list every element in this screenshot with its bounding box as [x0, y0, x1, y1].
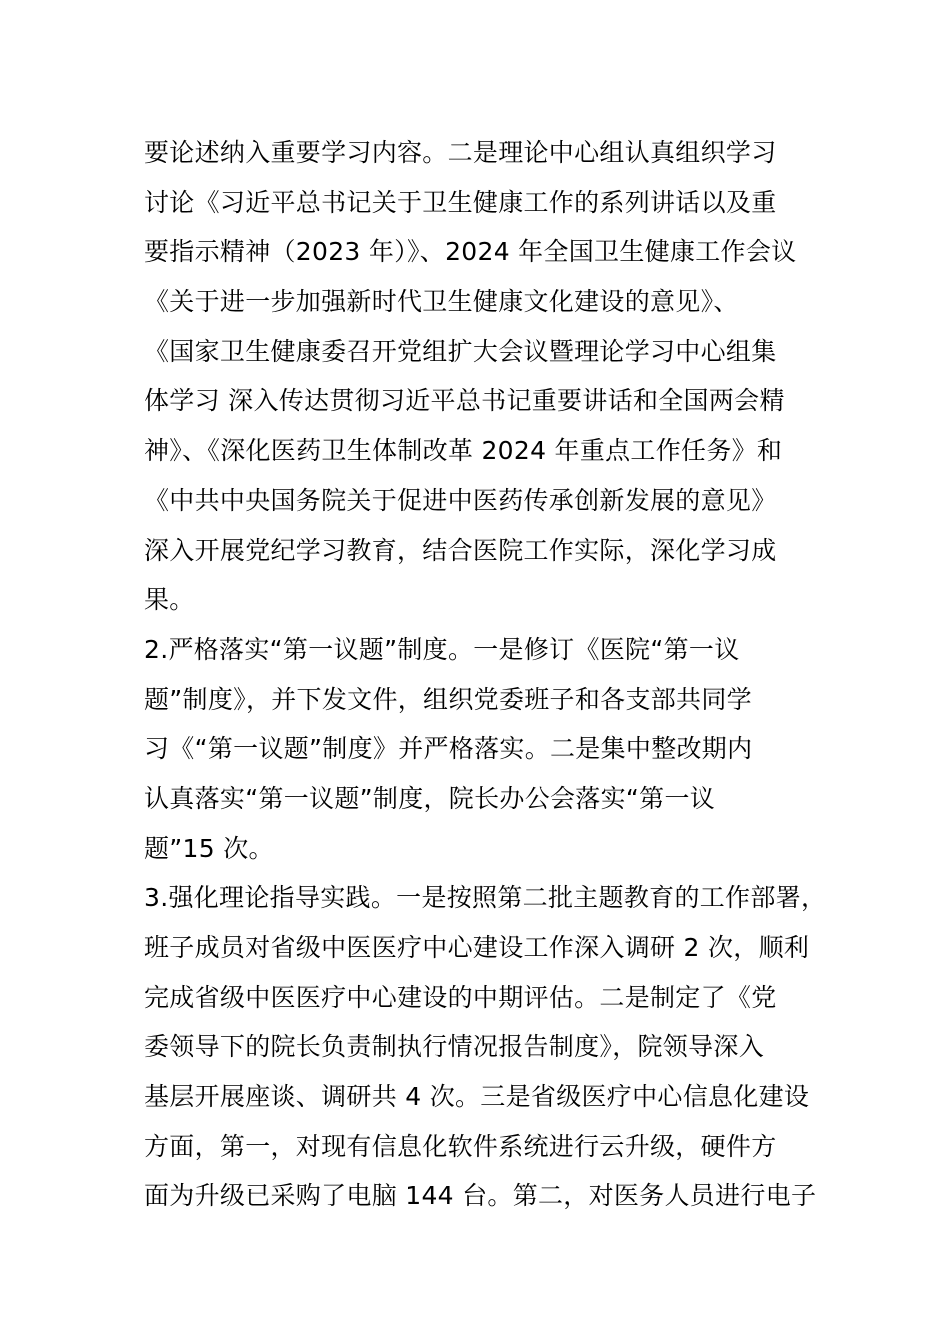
text-line: 《关于进一步加强新时代卫生健康文化建设的意见》、 [144, 287, 739, 317]
text-line: 2.严格落实“第一议题”制度。一是修订《医院“第一议 [144, 634, 740, 664]
text-line: 习《“第一议题”制度》并严格落实。二是集中整改期内 [144, 734, 753, 764]
text-line: 果。 [144, 585, 195, 615]
text-line: 方面，第一，对现有信息化软件系统进行云升级，硬件方 [144, 1131, 777, 1161]
text-line: 班子成员对省级中医医疗中心建设工作深入调研 2 次，顺利 [144, 933, 810, 962]
text-line: 深入开展党纪学习教育，结合医院工作实际，深化学习成 [144, 535, 777, 565]
text-line: 要论述纳入重要学习内容。二是理论中心组认真组织学习 [144, 138, 777, 167]
text-line: 神》、《深化医药卫生体制改革 2024 年重点工作任务》和 [144, 436, 783, 466]
text-line: 题”制度》，并下发文件，组织党委班子和各支部共同学 [144, 684, 752, 714]
text-line: 3.强化理论指导实践。一是按照第二批主题教育的工作部署， [144, 883, 827, 913]
text-line: 要指示精神（2023 年）》、2024 年全国卫生健康工作会议 [144, 237, 797, 267]
text-line: 《国家卫生健康委召开党组扩大会议暨理论学习中心组集 [144, 336, 777, 366]
document-body [144, 128, 844, 1221]
text-line: 《中共中央国务院关于促进中医药传承创新发展的意见》 [144, 485, 777, 515]
text-line: 委领导下的院长负责制执行情况报告制度》，院领导深入 [144, 1032, 765, 1062]
text-line: 体学习 深入传达贯彻习近平总书记重要讲话和全国两会精 [144, 386, 785, 416]
text-line: 面为升级已采购了电脑 144 台。第二，对医务人员进行电子 [144, 1181, 817, 1211]
text-line: 完成省级中医医疗中心建设的中期评估。二是制定了《党 [144, 982, 777, 1012]
text-line: 认真落实“第一议题”制度，院长办公会落实“第一议 [144, 783, 716, 813]
text-line: 基层开展座谈、调研共 4 次。三是省级医疗中心信息化建设 [144, 1082, 810, 1112]
text-line: 题”15 次。 [144, 833, 274, 863]
text-line: 讨论《习近平总书记关于卫生健康工作的系列讲话以及重 [144, 187, 777, 217]
